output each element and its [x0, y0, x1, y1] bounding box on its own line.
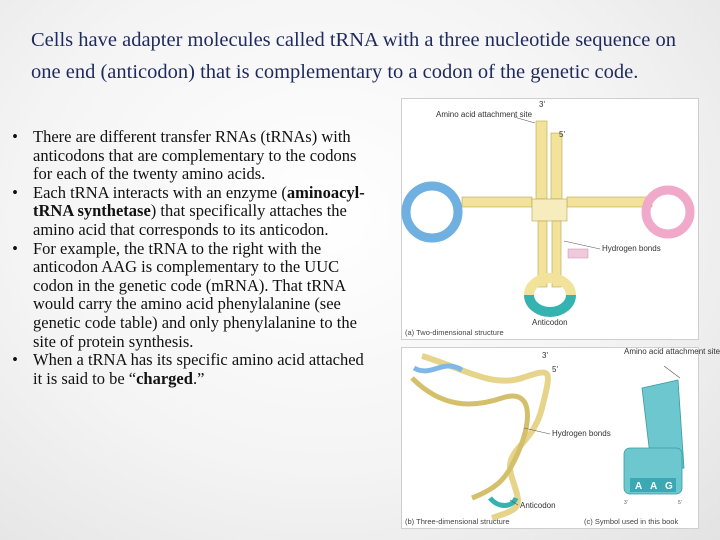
caption-a: (a) Two-dimensional structure: [405, 328, 504, 337]
bullet-dot: •: [12, 182, 18, 202]
d-arm-stem: [462, 197, 532, 207]
label-5prime-c: 5': [678, 500, 682, 506]
label-5prime: 5': [559, 130, 565, 139]
trna-3d-figure: [401, 347, 720, 529]
bullet-dot: •: [12, 350, 18, 370]
t-arm-stem: [567, 197, 652, 207]
leader-attach-c: [664, 366, 680, 378]
anticodon-base-2: A: [650, 481, 658, 492]
bullet-list: [8, 128, 368, 388]
variable-loop: [568, 249, 588, 258]
label-amino-acid-attachment-c: Amino acid attachment site: [624, 347, 720, 356]
bullet-text-bold: aminoacyl-tRNA synthetase: [33, 182, 365, 221]
bullet-text-bold: charged: [136, 368, 193, 388]
bullet-dot: •: [12, 238, 18, 258]
slide-title: Cells have adapter molecules called tRNA with a three nucleotide sequence on one end (anticodon) that is complementary to a codon of the genetic code.: [31, 29, 676, 83]
trna-core: [532, 199, 567, 221]
label-3prime-c: 3': [624, 500, 628, 506]
bullet-item: [8, 351, 368, 388]
anticodon-loop: [529, 295, 571, 312]
label-3prime: 3': [539, 100, 545, 109]
bullet-item: [8, 240, 368, 352]
anticodon-loop-top: [529, 278, 571, 295]
bullet-text-post: .”: [192, 368, 205, 388]
label-3prime-b: 3': [542, 351, 548, 360]
bullet-item: [8, 184, 368, 240]
trna-2d-figure: [401, 98, 699, 340]
anticodon-base-3: G: [665, 481, 673, 492]
label-amino-acid-attachment: Amino acid attachment site: [436, 110, 533, 119]
label-hydrogen-bonds: Hydrogen bonds: [602, 244, 661, 253]
acceptor-stem-right: [551, 133, 562, 199]
label-anticodon: Anticodon: [532, 318, 568, 327]
caption-c: (c) Symbol used in this book: [584, 517, 679, 526]
trna-3d-diagram: [402, 347, 720, 528]
label-hydrogen-bonds-b: Hydrogen bonds: [552, 429, 611, 438]
d-loop: [406, 186, 458, 238]
label-5prime-b: 5': [552, 365, 558, 374]
bullet-text-post: ) that specifically attaches the amino acid that corresponds to its anticodon.: [33, 201, 347, 239]
bullet-dot: •: [12, 127, 18, 146]
bullet-text: For example, the tRNA to the right with the anticodon AAG is complementary to the UUC codon in the genetic code (mRNA). That tRNA would carry the amino acid phenylalanine (see genetic code table) and only phenylalanine to the site of protein synthesis.: [33, 238, 357, 351]
bullet-item: [8, 128, 368, 184]
caption-b: (b) Three-dimensional structure: [405, 517, 510, 526]
bullet-text: There are different transfer RNAs (tRNAs) with anticodons that are complementary to the codons for each of the twenty amino acids.: [33, 127, 357, 184]
acceptor-stem-left: [536, 121, 547, 199]
leader-hbonds: [564, 241, 600, 249]
anticodon-base-1: A: [635, 481, 643, 492]
trna-cloverleaf-diagram: [402, 99, 698, 339]
t-loop: [646, 190, 690, 234]
bullet-text-pre: Each tRNA interacts with an enzyme (: [33, 182, 287, 202]
label-anticodon-b: Anticodon: [520, 501, 556, 510]
helix-anticodon-segment: [490, 498, 516, 506]
bullet-text-pre: When a tRNA has its specific amino acid attached it is said to be “: [33, 350, 364, 388]
